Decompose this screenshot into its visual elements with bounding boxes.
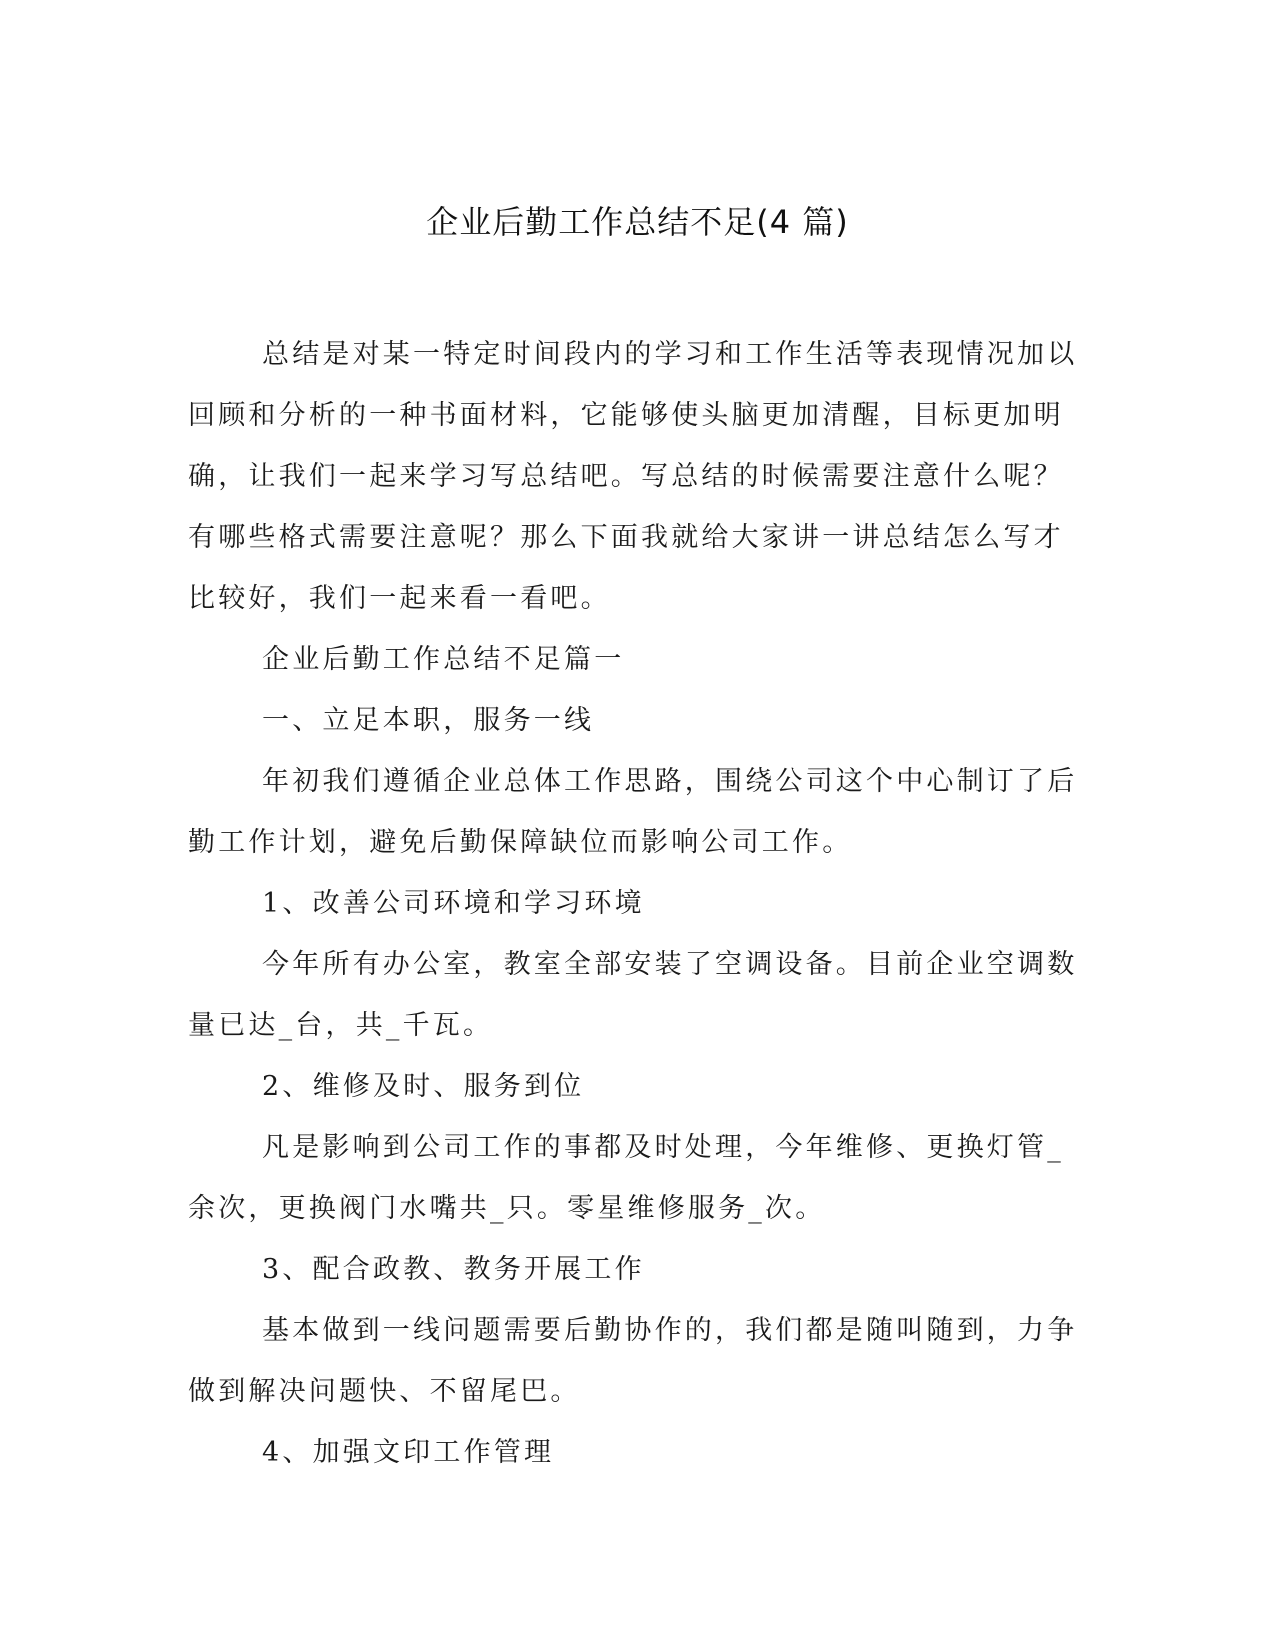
list-item-heading: 4、加强文印工作管理 <box>262 1437 555 1468</box>
list-item-heading: 2、维修及时、服务到位 <box>262 1071 585 1102</box>
paragraph-intro: 总结是对某一特定时间段内的学习和工作生活等表现情况加以回顾和分析的一种书面材料，它能够使头脑更加清醒，目标更加明确，让我们一起来学习写总结吧。写总结的时候需要注意什么呢？有哪些格式需要注意呢？那么下面我就给大家讲一讲总结怎么写才比较好，我们一起来看一看吧。 <box>188 339 1078 614</box>
subsection-heading: 一、立足本职，服务一线 <box>262 705 595 736</box>
paragraph: 年初我们遵循企业总体工作思路，围绕公司这个中心制订了后勤工作计划，避免后勤保障缺位而影响公司工作。 <box>188 766 1078 858</box>
document-title: 企业后勤工作总结不足(4 篇) <box>426 203 849 241</box>
section-heading: 企业后勤工作总结不足篇一 <box>262 644 625 675</box>
document-body <box>188 324 1088 1483</box>
paragraph: 今年所有办公室，教室全部安装了空调设备。目前企业空调数量已达_台，共_千瓦。 <box>188 949 1078 1041</box>
paragraph: 基本做到一线问题需要后勤协作的，我们都是随叫随到，力争做到解决问题快、不留尾巴。 <box>188 1315 1078 1407</box>
list-item-heading: 1、改善公司环境和学习环境 <box>262 888 645 919</box>
paragraph: 凡是影响到公司工作的事都及时处理，今年维修、更换灯管_余次，更换阀门水嘴共_只。零星维修服务_次。 <box>188 1132 1064 1224</box>
list-item-heading: 3、配合政教、教务开展工作 <box>262 1254 645 1285</box>
